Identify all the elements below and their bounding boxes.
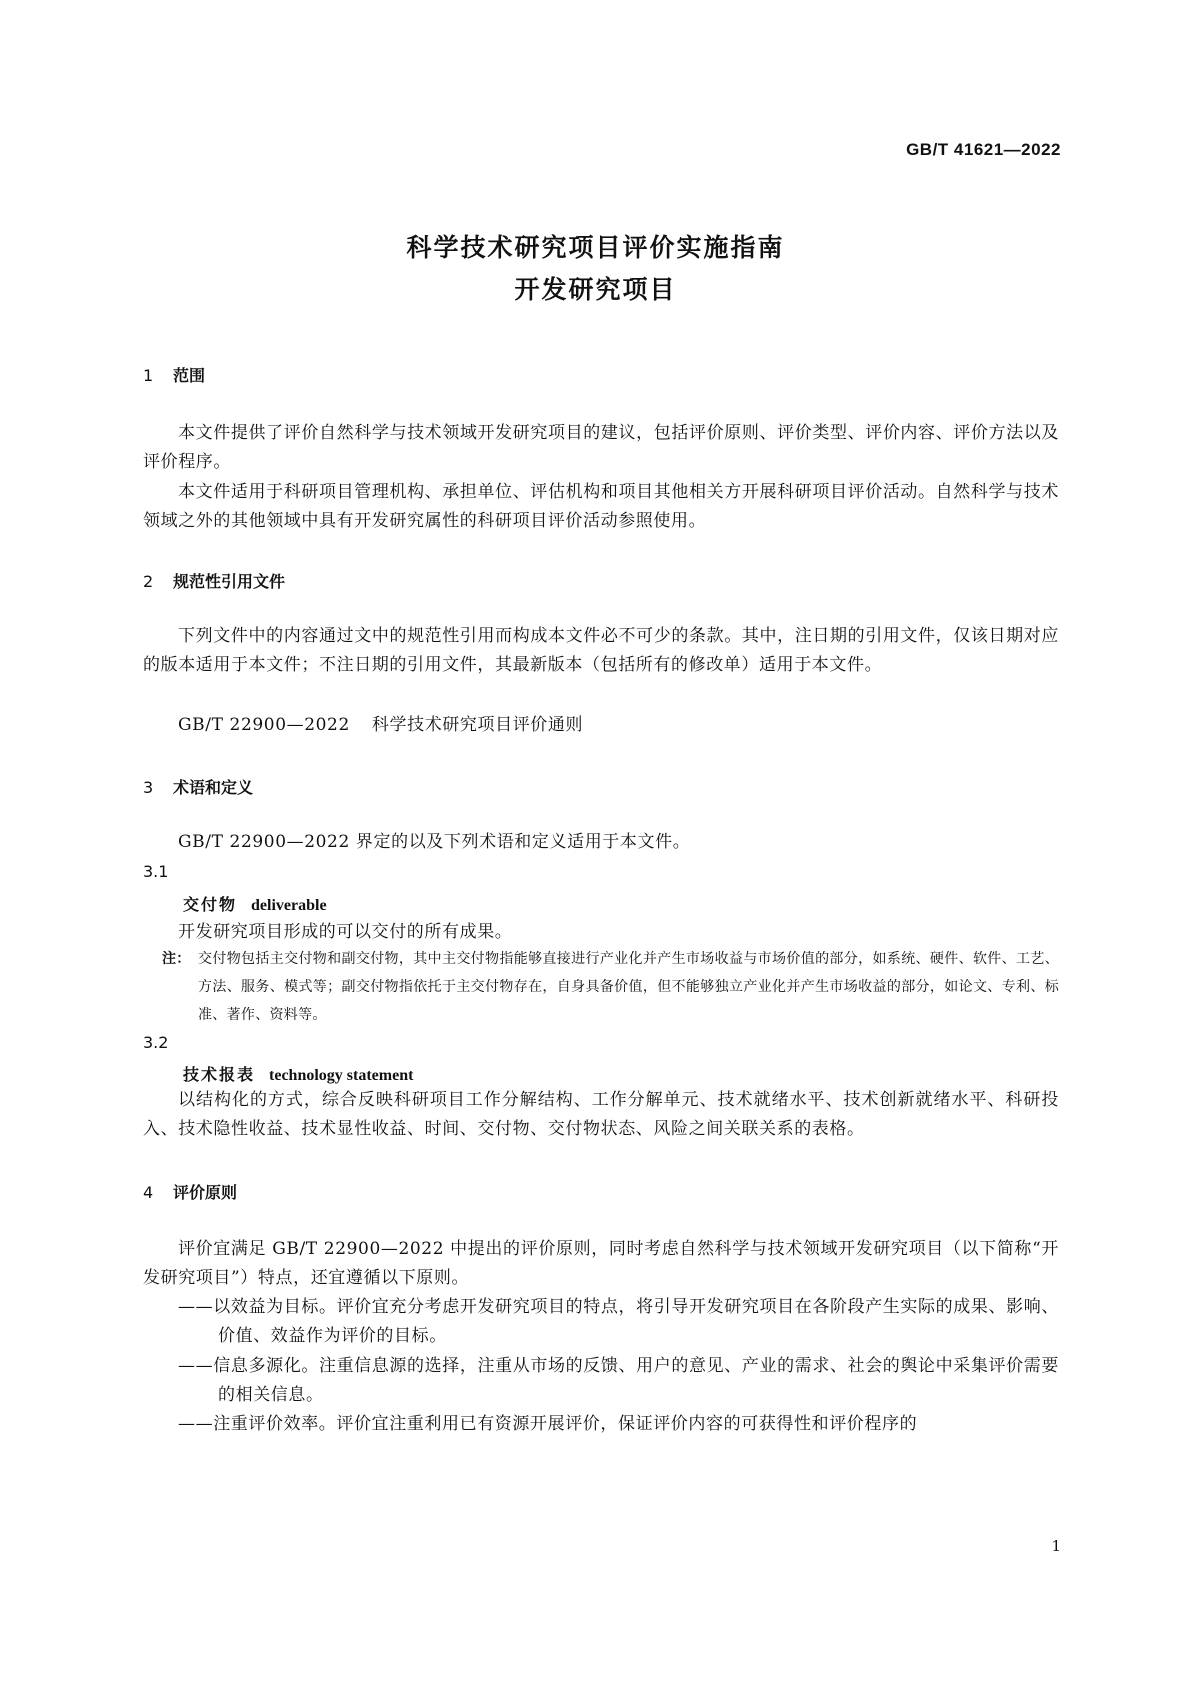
document-subtitle: 开发研究项目	[514, 275, 677, 304]
principle-item: ——注重评价效率。评价宜注重利用已有资源开展评价，保证评价内容的可获得性和评价程序的	[178, 1414, 918, 1434]
term-en: deliverable	[251, 897, 327, 914]
principle-item: ——信息多源化。注重信息源的选择，注重从市场的反馈、用户的意见、产业的需求、社会的舆论中采集评价需要的相关信息。	[178, 1356, 1059, 1405]
page-number: 1	[1051, 1537, 1061, 1555]
term-zh: 技术报表	[183, 1065, 256, 1084]
section-2-heading	[143, 569, 285, 592]
section-3-intro: GB/T 22900—2022 界定的以及下列术语和定义适用于本文件。	[178, 832, 691, 852]
term-3-1-number: 3.1	[143, 862, 169, 881]
section-number: 3	[143, 778, 154, 797]
term-3-1-heading	[183, 892, 327, 915]
section-1-paragraph-1: 本文件提供了评价自然科学与技术领域开发研究项目的建议，包括评价原则、评价类型、评价内容、评价方法以及评价程序。	[143, 423, 1059, 472]
section-title: 术语和定义	[173, 778, 254, 797]
normative-reference	[178, 711, 1094, 740]
section-title: 范围	[173, 366, 206, 385]
section-4-paragraph-1: 评价宜满足 GB/T 22900—2022 中提出的评价原则，同时考虑自然科学与技术领域开发研究项目（以下简称“开发研究项目”）特点，还宜遵循以下原则。	[143, 1239, 1059, 1288]
term-3-2-number: 3.2	[143, 1033, 169, 1052]
note-text: 交付物包括主交付物和副交付物，其中主交付物指能够直接进行产业化并产生市场收益与市场价值的部分，如系统、硬件、软件、工艺、方法、服务、模式等；副交付物指依托于主交付物存在，自身具备价值，但不能够独立产业化并产生市场收益的部分，如论文、专利、标准、著作、资料等。	[198, 951, 1059, 1023]
principle-item: ——以效益为目标。评价宜充分考虑开发研究项目的特点，将引导开发研究项目在各阶段产生实际的成果、影响、价值、效益作为评价的目标。	[178, 1297, 1059, 1346]
section-title: 评价原则	[173, 1183, 238, 1202]
term-en: technology statement	[269, 1067, 414, 1084]
standard-number: GB/T 41621—2022	[906, 140, 1061, 159]
reference-title: 科学技术研究项目评价通则	[371, 715, 584, 735]
document-title: 科学技术研究项目评价实施指南	[406, 233, 785, 262]
section-1-paragraph-2: 本文件适用于科研项目管理机构、承担单位、评估机构和项目其他相关方开展科研项目评价活动。自然科学与技术领域之外的其他领域中具有开发研究属性的科研项目评价活动参照使用。	[143, 482, 1059, 531]
term-zh: 交付物	[183, 895, 238, 914]
note-label: 注：	[162, 951, 191, 967]
section-number: 4	[143, 1183, 154, 1202]
term-3-2-definition: 以结构化的方式，综合反映科研项目工作分解结构、工作分解单元、技术就绪水平、技术创新就绪水平、科研投入、技术隐性收益、技术显性收益、时间、交付物、交付物状态、风险之间关联关系的表格。	[143, 1090, 1059, 1139]
section-2-paragraph-1: 下列文件中的内容通过文中的规范性引用而构成本文件必不可少的条款。其中，注日期的引用文件，仅该日期对应的版本适用于本文件；不注日期的引用文件，其最新版本（包括所有的修改单）适用于本文件。	[143, 626, 1059, 675]
section-title: 规范性引用文件	[173, 572, 286, 591]
term-3-2-heading	[183, 1062, 413, 1085]
section-number: 2	[143, 572, 154, 591]
term-3-1-definition: 开发研究项目形成的可以交付的所有成果。	[178, 922, 513, 942]
section-4-heading	[143, 1180, 237, 1203]
section-3-heading	[143, 775, 253, 798]
section-1-heading	[143, 363, 205, 386]
term-3-1-note	[162, 945, 1059, 1029]
section-number: 1	[143, 366, 154, 385]
reference-code: GB/T 22900—2022	[178, 715, 350, 735]
